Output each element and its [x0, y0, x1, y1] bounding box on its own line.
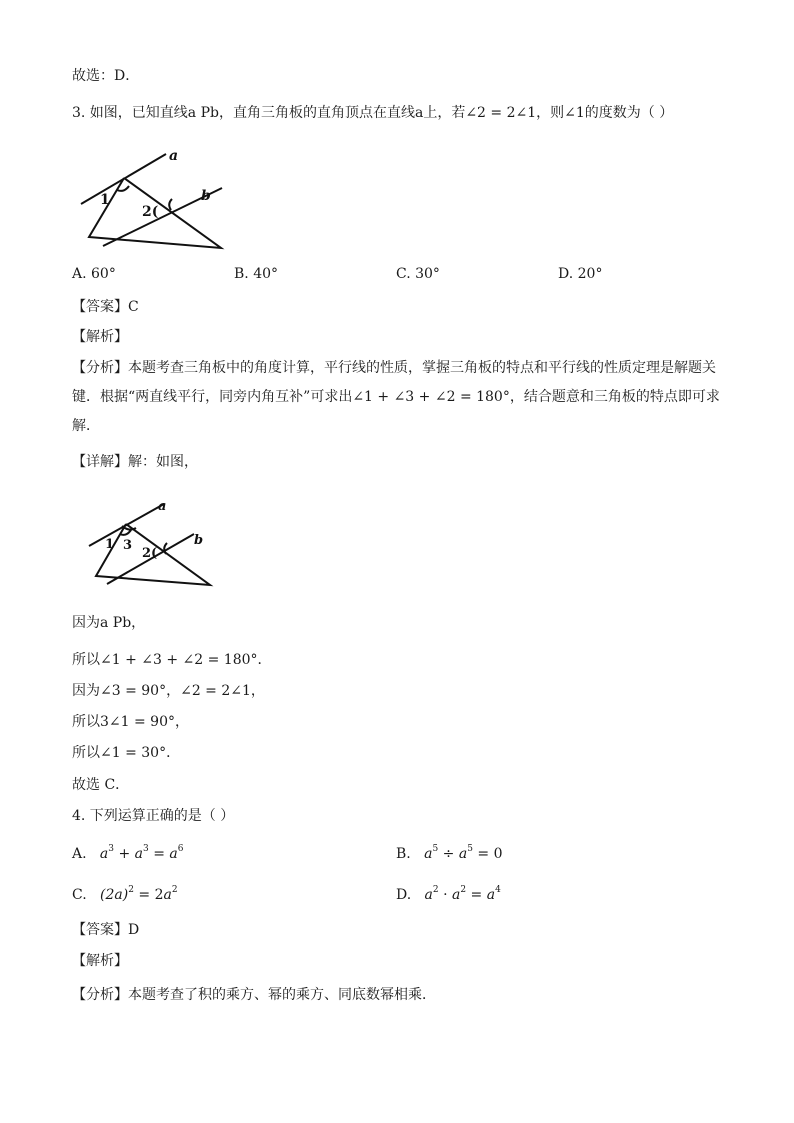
q4-option-b[interactable] — [396, 845, 502, 863]
expr-operator: = 0 — [472, 846, 503, 862]
q4-answer: 【答案】D — [72, 922, 140, 938]
expr-base: a — [424, 846, 433, 862]
expr-operator: = 2 — [133, 887, 164, 903]
angle-1-label: 1 — [100, 192, 110, 208]
angle-2-label: 2( — [142, 546, 158, 561]
q3-option-a[interactable]: A. 60° — [72, 266, 116, 282]
expr-base: a — [169, 846, 178, 862]
question-3-stem: 3. 如图，已知直线a Pb，直角三角板的直角顶点在直线a上，若∠2 = 2∠1，则∠1的度数为（ ） — [72, 105, 674, 121]
expr-base: a — [99, 846, 109, 862]
q3-step-3: 因为∠3 = 90°，∠2 = 2∠1， — [72, 683, 265, 699]
question-4-stem: 4. 下列运算正确的是（ ） — [72, 808, 235, 824]
expr-exponent: 2 — [460, 885, 467, 895]
expr-operator: + — [114, 846, 135, 862]
expr-exponent: 5 — [432, 844, 439, 854]
option-label: D. — [396, 887, 412, 903]
q3-option-b[interactable]: B. 40° — [234, 266, 279, 282]
q3-step-2: 所以∠1 + ∠3 + ∠2 = 180°． — [72, 652, 272, 668]
q3-step-4: 所以3∠1 = 90°， — [72, 714, 189, 730]
line-b-label: b — [201, 188, 211, 204]
q3-answer: 【答案】C — [72, 299, 139, 315]
q4-analysis-heading: 【解析】 — [72, 953, 128, 969]
expr-exponent: 2 — [171, 885, 178, 895]
q4-analysis-paragraph: 【分析】本题考查了积的乘方、幂的乘方、同底数幂相乘． — [72, 987, 436, 1003]
line-a-label: a — [169, 148, 179, 164]
expr-exponent: 2 — [128, 885, 134, 895]
option-label: B. — [396, 846, 411, 862]
question-3-solution-figure — [84, 496, 234, 600]
expr-operator: = — [148, 846, 170, 862]
q3-final-answer: 故选 C． — [72, 777, 130, 793]
q4-option-a[interactable] — [72, 845, 183, 863]
q3-analysis-heading: 【解析】 — [72, 329, 128, 345]
line-a-label: a — [158, 499, 167, 514]
q3-option-c[interactable]: C. 30° — [396, 266, 440, 282]
expr-base: a — [486, 887, 496, 903]
line-b-label: b — [194, 533, 204, 548]
question-3-figure — [76, 146, 246, 260]
expr-base: a — [452, 887, 461, 903]
expr-base: a — [424, 887, 433, 903]
expr-exponent: 3 — [108, 844, 115, 854]
expr-exponent: 4 — [495, 885, 501, 895]
expr-base: (2a) — [100, 887, 129, 903]
expr-exponent: 2 — [432, 885, 439, 895]
option-label: A. — [72, 846, 87, 862]
expr-operator: · — [438, 887, 452, 903]
angle-2-label: 2( — [142, 204, 159, 220]
expr-operator: = — [466, 887, 487, 903]
expr-base: a — [134, 846, 144, 862]
expr-base: a — [458, 846, 468, 862]
option-label: C. — [72, 887, 87, 903]
q4-option-d[interactable] — [396, 886, 501, 904]
q3-analysis-paragraph: 【分析】本题考查三角板中的角度计算，平行线的性质，掌握三角板的特点和平行线的性质定理是解题关键．根据“两直线平行，同旁内角互补”可求出∠1 + ∠3 + ∠2 = 180°，结合题意和三角板的特点即可求解． — [72, 360, 720, 434]
q3-detail-heading: 【详解】解：如图， — [72, 454, 198, 470]
q3-option-d[interactable]: D. 20° — [558, 266, 603, 282]
previous-answer: 故选：D． — [72, 68, 140, 84]
q3-step-1: 因为a Pb， — [72, 615, 146, 631]
expr-exponent: 5 — [467, 844, 473, 854]
q4-option-c[interactable] — [72, 886, 178, 904]
angle-3-label: 3 — [123, 538, 133, 553]
angle-1-label: 1 — [105, 537, 115, 552]
expr-exponent: 6 — [177, 844, 184, 854]
q3-step-5: 所以∠1 = 30°． — [72, 745, 181, 761]
expr-operator: ÷ — [438, 846, 459, 862]
expr-base: a — [163, 887, 172, 903]
expr-exponent: 3 — [143, 844, 149, 854]
